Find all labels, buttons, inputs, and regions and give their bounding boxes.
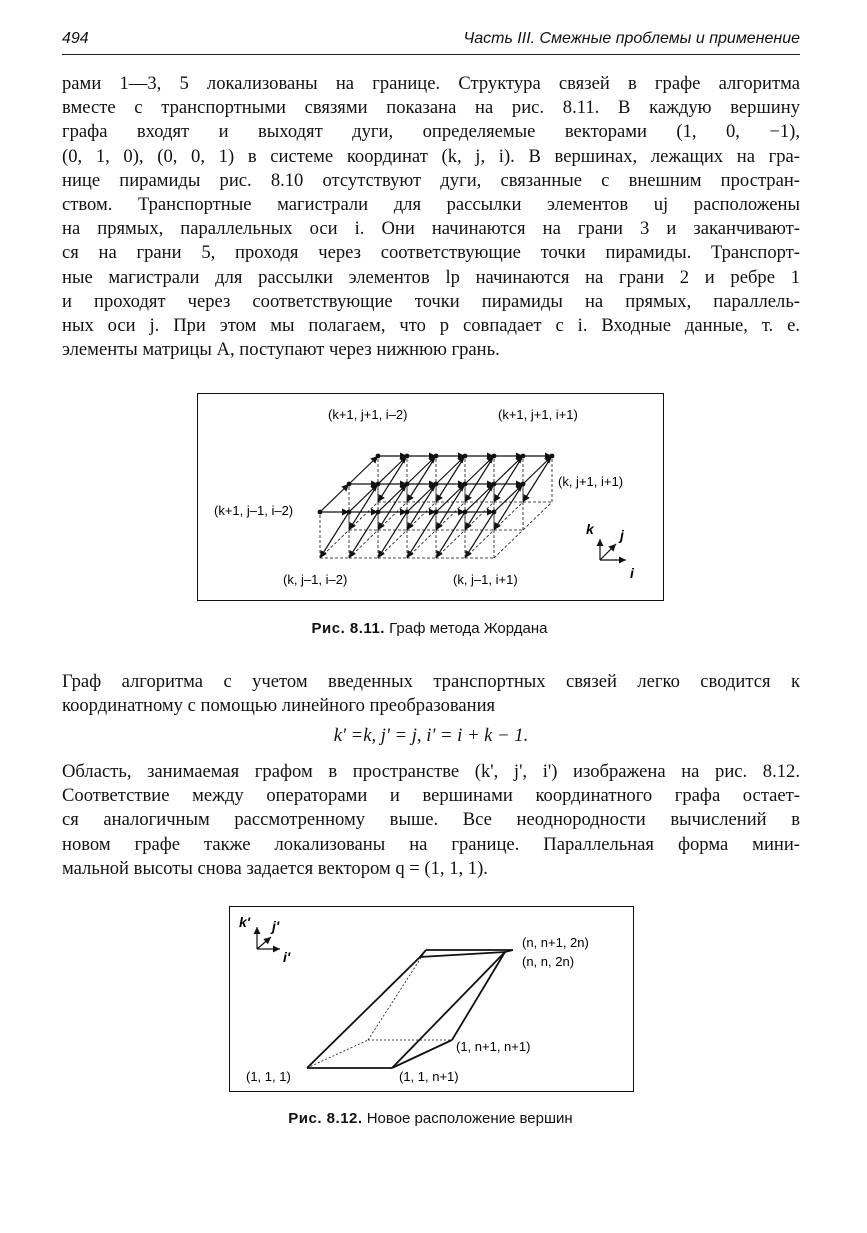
graph-vertex [434, 482, 439, 487]
axis-j: j [620, 527, 624, 543]
graph-vertex [347, 482, 352, 487]
label-left: (k+1, j–1, i–2) [214, 503, 294, 518]
graph-vertex [492, 454, 497, 459]
axis-i: i [630, 565, 634, 581]
arc-diagonal [320, 512, 349, 558]
label-mid: (1, n+1, n+1) [456, 1039, 531, 1054]
text-line: координатному с помощью линейного преобразования [62, 695, 496, 717]
graph-vertex [347, 510, 352, 515]
graph-vertex [463, 510, 468, 515]
label-bottom-right: (1, 1, n+1) [399, 1069, 459, 1084]
label-bottom-right: (k, j–1, i+1) [453, 572, 518, 587]
text-line: на прямых, параллельных оси i. Они начинаются на грани 3 и заканчивают- [62, 218, 800, 240]
graph-vertex [492, 482, 497, 487]
page-number: 494 [62, 30, 89, 47]
prism-diagram [230, 907, 633, 1091]
caption-number: Рис. 8.12. [288, 1110, 363, 1127]
text-line: (0, 1, 0), (0, 0, 1) в системе координат (k, j, i). В вершинах, лежащих на гра- [62, 145, 800, 167]
caption-text: Граф метода Жордана [389, 620, 548, 637]
jordan-graph-diagram [198, 394, 663, 600]
paragraph-1 [62, 72, 800, 362]
axis-i-prime: i' [283, 949, 291, 965]
label-top-1: (n, n+1, 2n) [522, 935, 589, 950]
figure-jordan-graph [197, 393, 664, 601]
graph-vertex [550, 454, 555, 459]
label-bottom-left: (k, j–1, i–2) [283, 572, 348, 587]
label-top-right: (k+1, j+1, i+1) [498, 407, 578, 422]
axis-j-prime: j' [272, 918, 280, 934]
text-line: ся аналогичным рассмотренному выше. Все неоднородности вычислений в [62, 809, 800, 831]
paragraph-2 [62, 670, 800, 718]
text-line: ные магистрали для рассылки элементов lp начинаются на грани 2 и ребре 1 [62, 266, 800, 288]
arc-diagonal [465, 512, 494, 558]
graph-vertex [376, 454, 381, 459]
axis-k-prime: k' [239, 914, 251, 930]
graph-vertex [463, 454, 468, 459]
text-line: Область, занимаемая графом в пространстве (k', j', i') изображена на рис. 8.12. [62, 761, 800, 782]
text-line: графа входят и выходят дуги, определяемые векторами (1, 0, −1), [62, 121, 800, 143]
graph-vertex [434, 454, 439, 459]
graph-vertex [376, 482, 381, 487]
text-line: вместе с транспортными связями показана на рис. 8.11. В каждую вершину [62, 97, 800, 119]
formula: k' =k, j' = j, i' = i + k − 1. [333, 725, 529, 746]
text-line: ством. Транспортные магистрали для рассылки элементов uj расположены [62, 194, 800, 216]
caption-text: Новое расположение вершин [366, 1110, 573, 1127]
graph-vertex [492, 510, 497, 515]
label-top-left: (k+1, j+1, i–2) [328, 407, 408, 422]
text-line: нице пирамиды рис. 8.10 отсутствуют дуги, связанные с внешним простран- [62, 169, 800, 191]
grid-line [494, 530, 523, 558]
figure-1-caption [197, 620, 662, 637]
text-line: ся на грани 5, проходя через соответствующие точки пирамиды. Транспорт- [62, 242, 800, 264]
caption-number: Рис. 8.11. [311, 620, 385, 637]
label-bottom-left: (1, 1, 1) [246, 1069, 291, 1084]
graph-vertex [521, 482, 526, 487]
part-title: Часть III. Смежные проблемы и применение [463, 30, 800, 47]
text-line: Граф алгоритма с учетом введенных транспортных связей легко сводится к [62, 671, 800, 692]
graph-vertex [521, 454, 526, 459]
arc-diagonal [436, 512, 465, 558]
arc-j [349, 456, 378, 484]
text-line: ных оси j. При этом мы полагаем, что p совпадает с i. Входные данные, т. е. [62, 315, 800, 337]
text-line: и проходят через соответствующие точки пирамиды на прямых, параллель- [62, 290, 800, 312]
arc-diagonal [378, 512, 407, 558]
arc-diagonal [407, 512, 436, 558]
arc-diagonal [349, 512, 378, 558]
graph-vertex [405, 510, 410, 515]
label-right: (k, j+1, i+1) [558, 474, 624, 489]
label-top-2: (n, n, 2n) [522, 954, 575, 969]
arc-j [320, 484, 349, 512]
text-line: рами 1—3, 5 локализованы на границе. Структура связей в графе алгоритма [62, 73, 800, 94]
grid-line [523, 502, 552, 530]
graph-vertex [405, 482, 410, 487]
graph-vertex [405, 454, 410, 459]
text-line: Соответствие между операторами и вершинами координатного графа остает- [62, 785, 800, 807]
graph-vertex [376, 510, 381, 515]
axis-k: k [586, 521, 594, 537]
running-header [62, 26, 800, 55]
paragraph-3 [62, 760, 800, 881]
text-line: мальной высоты снова задается вектором q = (1, 1, 1). [62, 857, 488, 879]
graph-vertex [318, 510, 323, 515]
figure-new-vertex-layout [229, 906, 634, 1092]
text-line: элементы матрицы A, поступают через нижнюю грань. [62, 339, 500, 361]
text-line: новом графе также локализованы на границе. Параллельная форма мини- [62, 833, 800, 855]
figure-2-caption [229, 1110, 632, 1127]
graph-vertex [463, 482, 468, 487]
graph-vertex [434, 510, 439, 515]
